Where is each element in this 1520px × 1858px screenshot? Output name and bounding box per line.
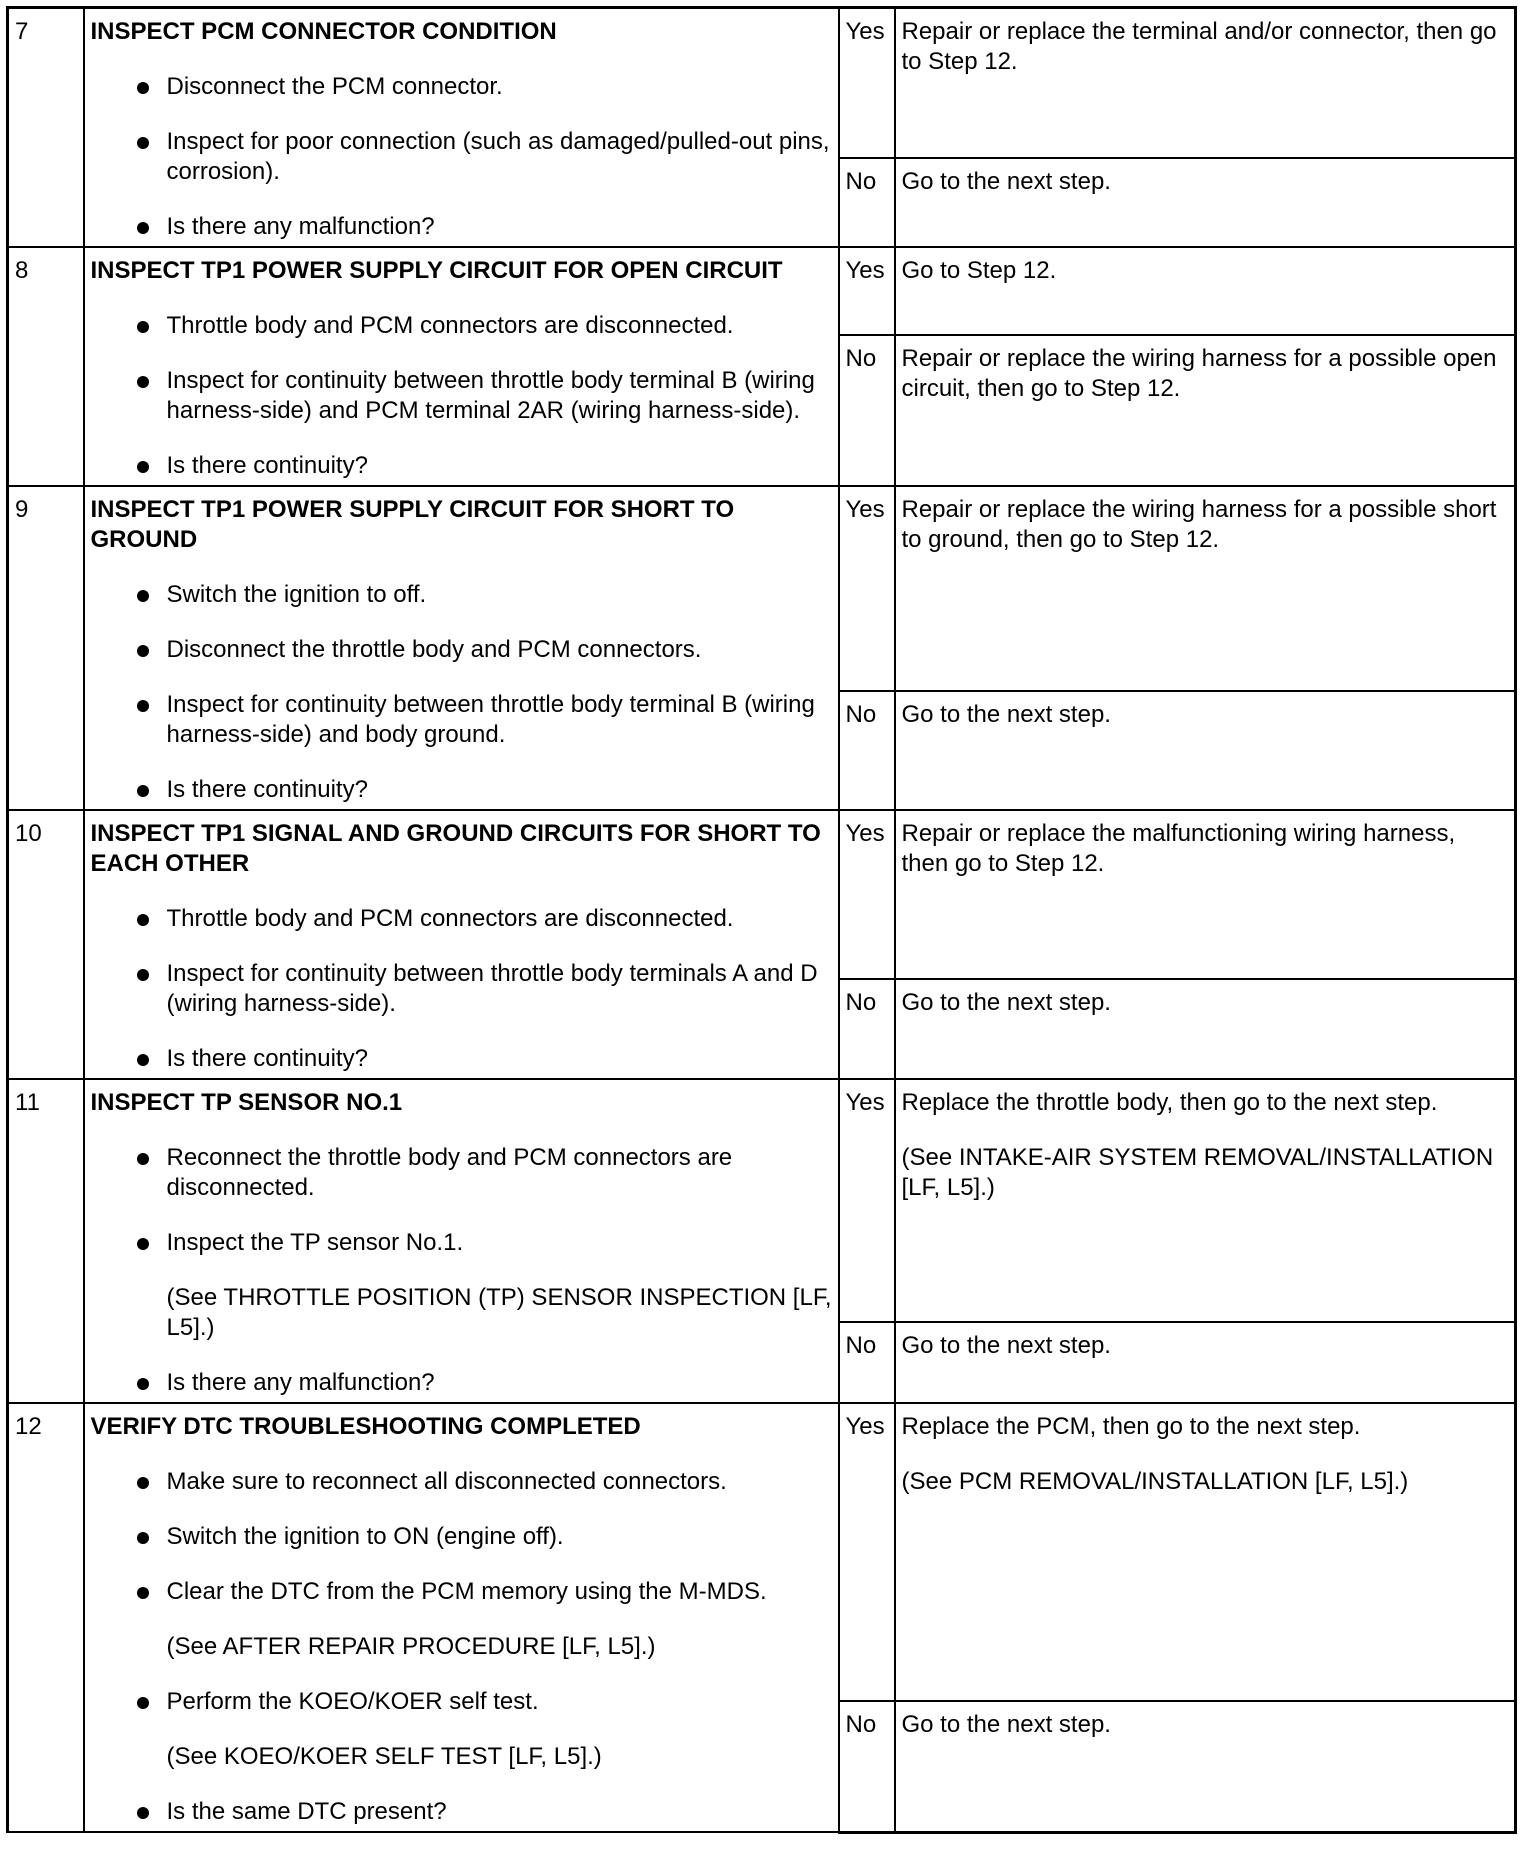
action-text: (See THROTTLE POSITION (TP) SENSOR INSPECTION [LF, L5].) <box>166 1284 832 1341</box>
action-item <box>137 775 832 805</box>
action-item <box>137 451 832 481</box>
step-action-cell <box>84 1403 839 1832</box>
bullet-dot-icon <box>137 376 149 388</box>
action-item <box>137 1228 832 1258</box>
step-number: 8 <box>15 257 29 284</box>
bullet-dot-icon <box>137 82 149 94</box>
bullet-dot-icon <box>137 321 149 333</box>
action-text: Is there continuity? <box>166 776 368 803</box>
action-text: Inspect for poor connection (such as damaged/pulled-out pins, corrosion). <box>166 128 830 185</box>
no-label: No <box>845 1710 877 1738</box>
bullet-dot-icon <box>137 1378 149 1390</box>
bullet-dot-icon <box>137 1587 149 1599</box>
no-result <box>896 1323 1515 1361</box>
action-item <box>137 366 832 426</box>
bullet-dot-icon <box>137 590 149 602</box>
action-text: Reconnect the throttle body and PCM connectors are disconnected. <box>166 1144 733 1201</box>
no-label: No <box>845 1332 877 1360</box>
bullet-dot-icon <box>137 785 149 797</box>
no-result-cell <box>895 158 1516 247</box>
yes-label-cell <box>839 1079 895 1322</box>
action-text: Clear the DTC from the PCM memory using the M-MDS. <box>166 1578 767 1605</box>
action-text: (See KOEO/KOER SELF TEST [LF, L5].) <box>166 1743 602 1770</box>
yes-label-cell <box>839 1403 895 1701</box>
action-reference-note <box>137 1742 832 1772</box>
yes-result-cell <box>895 8 1516 158</box>
action-text: Throttle body and PCM connectors are disconnected. <box>166 905 734 932</box>
action-item <box>137 1467 832 1497</box>
step-action-cell <box>84 486 839 810</box>
yes-result-cell <box>895 1079 1516 1322</box>
result-text: Go to the next step. <box>901 989 1111 1017</box>
yes-label: Yes <box>845 820 885 847</box>
action-item <box>137 1577 832 1607</box>
step-title: INSPECT PCM CONNECTOR CONDITION <box>90 18 557 45</box>
action-item <box>137 1044 832 1074</box>
result-text: Repair or replace the malfunctioning wiring harness, then go to Step 12. <box>901 820 1456 877</box>
action-text: Is there continuity? <box>166 452 368 479</box>
no-label: No <box>845 345 877 373</box>
step-number-cell <box>8 1079 84 1403</box>
no-label-cell <box>839 335 895 486</box>
step-number-cell <box>8 247 84 486</box>
result-text: Replace the PCM, then go to the next step. <box>901 1413 1361 1440</box>
bullet-dot-icon <box>137 700 149 712</box>
action-text: Disconnect the throttle body and PCM connectors. <box>166 636 702 663</box>
no-result-cell <box>895 1701 1516 1832</box>
step-row-9 <box>8 486 1516 691</box>
result-text: Repair or replace the terminal and/or connector, then go to Step 12. <box>901 18 1497 75</box>
yes-label: Yes <box>845 1413 885 1440</box>
no-label-cell <box>839 979 895 1079</box>
yes-label-cell <box>839 810 895 979</box>
step-number-cell <box>8 1403 84 1832</box>
no-label: No <box>845 167 877 195</box>
action-text: Throttle body and PCM connectors are disconnected. <box>166 312 734 339</box>
troubleshooting-table <box>6 6 1517 1834</box>
action-item <box>137 904 832 934</box>
yes-result-cell <box>895 810 1516 979</box>
step-title: INSPECT TP SENSOR NO.1 <box>90 1089 403 1116</box>
action-item <box>137 1143 832 1203</box>
no-label-cell <box>839 158 895 247</box>
no-result-cell <box>895 979 1516 1079</box>
action-text: Disconnect the PCM connector. <box>166 73 503 100</box>
result-text: Go to the next step. <box>901 1332 1111 1360</box>
step-row-7 <box>8 8 1516 158</box>
result-text: Go to Step 12. <box>901 257 1057 284</box>
result-text: Go to the next step. <box>901 167 1111 195</box>
no-result <box>896 336 1515 404</box>
no-result <box>896 692 1515 730</box>
action-text: Make sure to reconnect all disconnected connectors. <box>166 1468 727 1495</box>
action-item <box>137 690 832 750</box>
no-result <box>896 980 1515 1018</box>
action-text: Inspect for continuity between throttle body terminal B (wiring harness-side) and PCM terminal 2AR (wiring harness-side). <box>166 367 815 424</box>
yes-label: Yes <box>845 1089 885 1116</box>
step-action-cell <box>84 810 839 1079</box>
step-action <box>85 811 838 1078</box>
result-text: Repair or replace the wiring harness for a possible short to ground, then go to Step 12. <box>901 496 1497 553</box>
no-result-cell <box>895 1322 1516 1403</box>
yes-label: Yes <box>845 18 885 45</box>
step-number-cell <box>8 810 84 1079</box>
action-text: (See AFTER REPAIR PROCEDURE [LF, L5].) <box>166 1633 656 1660</box>
step-number: 9 <box>15 496 29 523</box>
bullet-dot-icon <box>137 1054 149 1066</box>
step-row-11 <box>8 1079 1516 1322</box>
no-label: No <box>845 700 877 728</box>
step-row-10 <box>8 810 1516 979</box>
step-action-list <box>91 1143 832 1398</box>
no-result-cell <box>895 691 1516 810</box>
yes-label-cell <box>839 247 895 335</box>
action-item <box>137 1797 832 1827</box>
step-title: VERIFY DTC TROUBLESHOOTING COMPLETED <box>90 1413 641 1440</box>
step-action-list <box>91 580 832 805</box>
bullet-dot-icon <box>137 645 149 657</box>
step-row-8 <box>8 247 1516 335</box>
yes-result <box>896 811 1515 879</box>
bullet-dot-icon <box>137 1532 149 1544</box>
bullet-dot-icon <box>137 914 149 926</box>
step-action-cell <box>84 1079 839 1403</box>
step-number-cell <box>8 486 84 810</box>
result-text: Replace the throttle body, then go to the next step. <box>901 1089 1438 1116</box>
action-item <box>137 311 832 341</box>
action-text: Is the same DTC present? <box>166 1798 447 1825</box>
step-action-list <box>91 311 832 481</box>
step-number-cell <box>8 8 84 248</box>
yes-label: Yes <box>845 257 885 284</box>
no-label: No <box>845 989 877 1017</box>
bullet-dot-icon <box>137 1807 149 1819</box>
step-number: 7 <box>15 18 29 45</box>
yes-label: Yes <box>845 496 885 523</box>
step-action-cell <box>84 247 839 486</box>
yes-result <box>896 9 1515 77</box>
bullet-dot-icon <box>137 1697 149 1709</box>
bullet-dot-icon <box>137 1153 149 1165</box>
no-result <box>896 159 1515 197</box>
step-action-cell <box>84 8 839 248</box>
action-item <box>137 212 832 242</box>
action-item <box>137 1368 832 1398</box>
yes-result-cell <box>895 1403 1516 1701</box>
bullet-dot-icon <box>137 222 149 234</box>
action-item <box>137 1522 832 1552</box>
yes-result <box>896 1080 1515 1203</box>
action-reference-note <box>137 1283 832 1343</box>
step-title: INSPECT TP1 POWER SUPPLY CIRCUIT FOR OPEN CIRCUIT <box>90 257 783 284</box>
yes-result-cell <box>895 247 1516 335</box>
no-label-cell <box>839 691 895 810</box>
yes-result <box>896 1404 1515 1497</box>
step-number: 10 <box>15 820 42 847</box>
yes-label-cell <box>839 486 895 691</box>
step-number: 12 <box>15 1413 42 1440</box>
step-title: INSPECT TP1 POWER SUPPLY CIRCUIT FOR SHORT TO GROUND <box>90 496 735 553</box>
action-text: Inspect for continuity between throttle body terminals A and D (wiring harness-side). <box>166 960 818 1017</box>
step-title: INSPECT TP1 SIGNAL AND GROUND CIRCUITS FOR SHORT TO EACH OTHER <box>90 820 821 877</box>
result-text: (See INTAKE-AIR SYSTEM REMOVAL/INSTALLATION [LF, L5].) <box>901 1144 1494 1201</box>
action-text: Inspect the TP sensor No.1. <box>166 1229 464 1256</box>
step-action <box>85 248 838 485</box>
bullet-dot-icon <box>137 969 149 981</box>
action-text: Switch the ignition to ON (engine off). <box>166 1523 564 1550</box>
action-text: Is there any malfunction? <box>166 213 435 240</box>
step-action <box>85 9 838 246</box>
step-action <box>85 487 838 809</box>
result-text: (See PCM REMOVAL/INSTALLATION [LF, L5].) <box>901 1468 1409 1495</box>
action-text: Inspect for continuity between throttle body terminal B (wiring harness-side) and body ground. <box>166 691 815 748</box>
bullet-dot-icon <box>137 1477 149 1489</box>
bullet-dot-icon <box>137 137 149 149</box>
no-label-cell <box>839 1322 895 1403</box>
yes-result <box>896 487 1515 555</box>
bullet-dot-icon <box>137 461 149 473</box>
action-item <box>137 959 832 1019</box>
action-text: Is there any malfunction? <box>166 1369 435 1396</box>
steps-body <box>8 8 1516 1833</box>
step-action-list <box>91 904 832 1074</box>
action-item <box>137 1687 832 1717</box>
yes-result-cell <box>895 486 1516 691</box>
action-item <box>137 635 832 665</box>
no-result <box>896 1702 1515 1740</box>
action-text: Switch the ignition to off. <box>166 581 427 608</box>
step-action-list <box>91 72 832 242</box>
action-text: Is there continuity? <box>166 1045 368 1072</box>
step-number: 11 <box>15 1089 40 1116</box>
action-reference-note <box>137 1632 832 1662</box>
action-text: Perform the KOEO/KOER self test. <box>166 1688 539 1715</box>
action-item <box>137 72 832 102</box>
no-label-cell <box>839 1701 895 1832</box>
step-action-list <box>91 1467 832 1827</box>
step-row-12 <box>8 1403 1516 1701</box>
step-action <box>85 1404 838 1831</box>
bullet-dot-icon <box>137 1238 149 1250</box>
action-item <box>137 580 832 610</box>
result-text: Go to the next step. <box>901 1710 1111 1738</box>
yes-result <box>896 248 1515 286</box>
result-text: Go to the next step. <box>901 700 1111 728</box>
result-text: Repair or replace the wiring harness for a possible open circuit, then go to Step 12. <box>901 345 1497 403</box>
step-action <box>85 1080 838 1402</box>
action-item <box>137 127 832 187</box>
yes-label-cell <box>839 8 895 158</box>
no-result-cell <box>895 335 1516 486</box>
